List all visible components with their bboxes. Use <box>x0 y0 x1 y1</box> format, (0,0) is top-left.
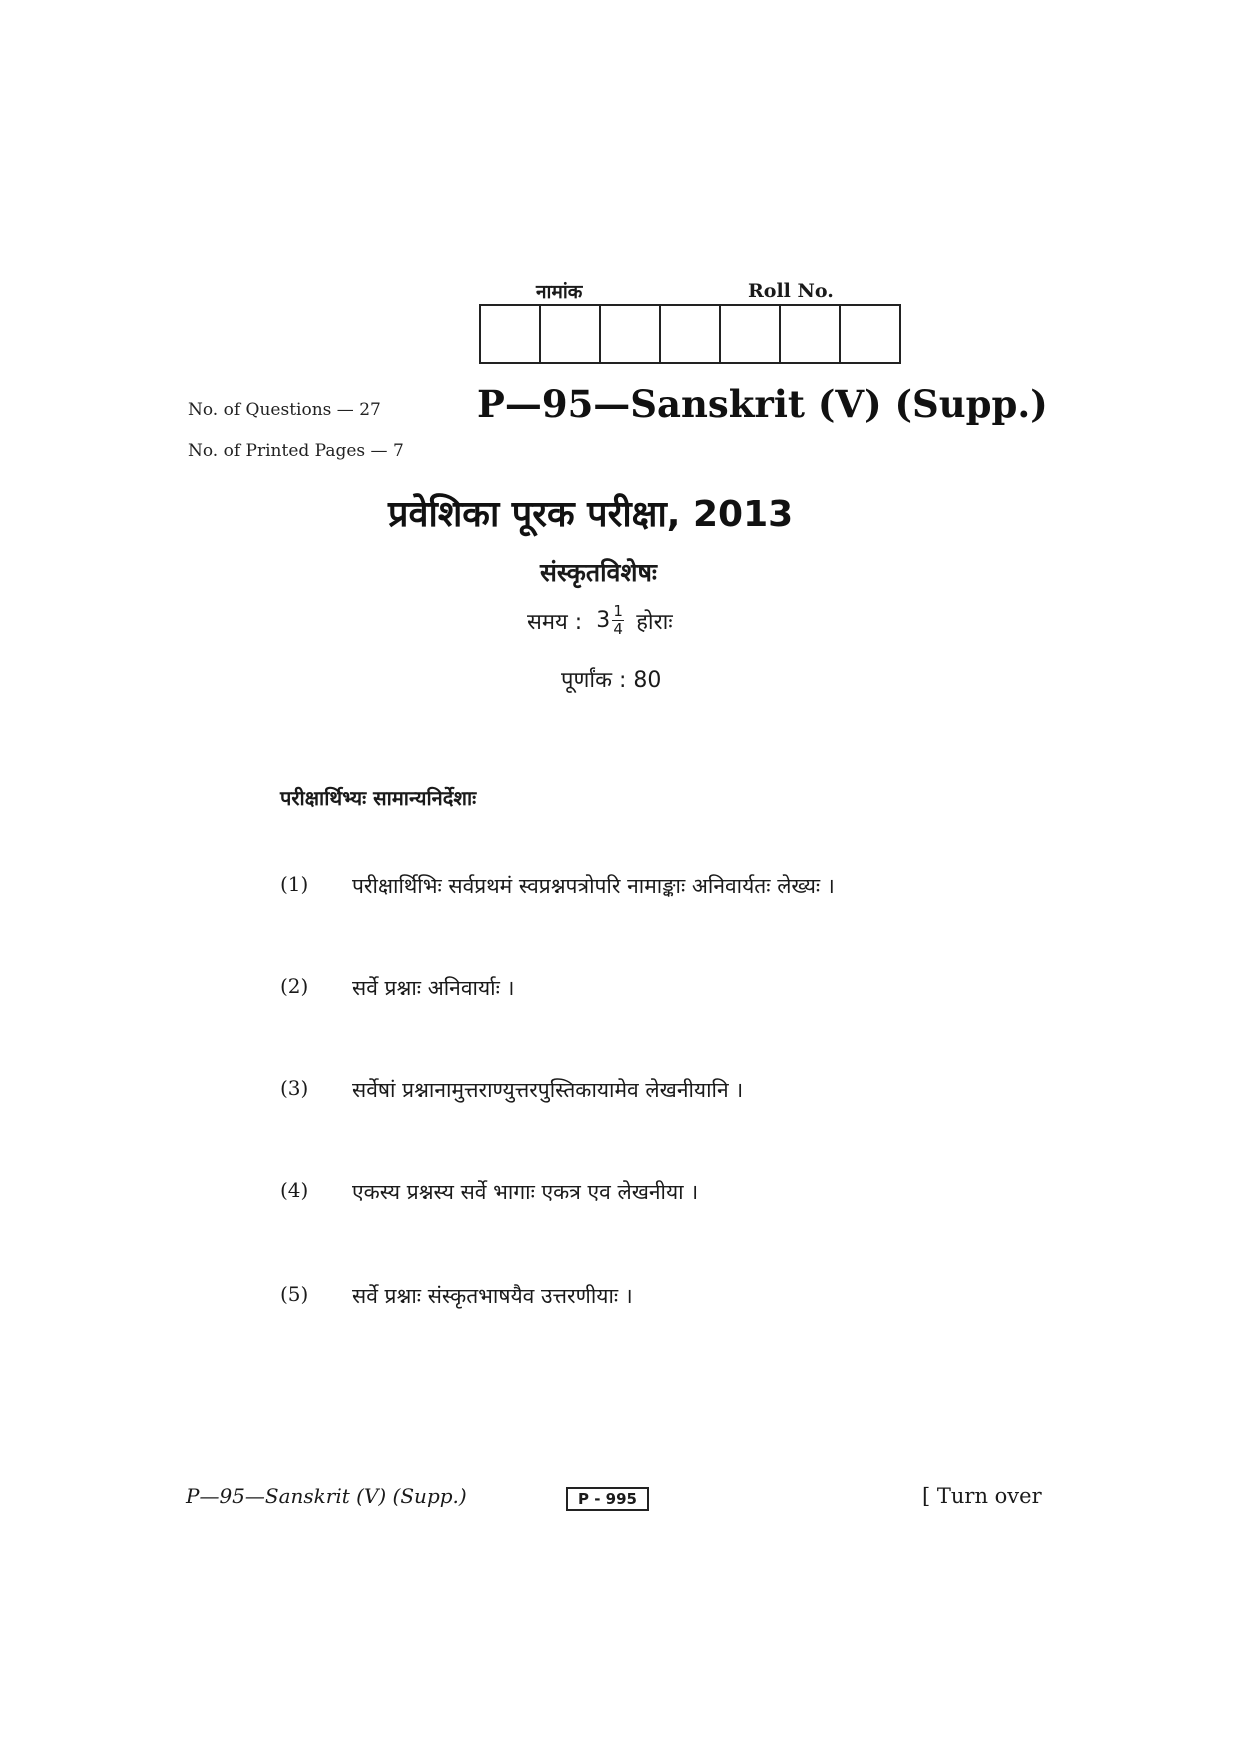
time-whole: 3 <box>596 608 611 633</box>
instruction-text: सर्वे प्रश्नाः अनिवार्याः । <box>352 976 515 1000</box>
page-count: No. of Printed Pages — 7 <box>188 441 404 461</box>
roll-label-english: Roll No. <box>748 280 834 302</box>
instruction-number: (4) <box>280 1178 309 1202</box>
time-unit: होराः <box>636 609 673 635</box>
fraction-denominator: 4 <box>613 620 623 638</box>
footer-code-badge: P - 995 <box>566 1487 649 1511</box>
fraction-numerator: 1 <box>613 602 623 620</box>
instruction-number: (5) <box>280 1282 309 1306</box>
subject-title: संस्कृतविशेषः <box>540 558 657 587</box>
exam-title: प्रवेशिका पूरक परीक्षा, 2013 <box>388 494 794 535</box>
roll-box[interactable] <box>721 306 781 362</box>
roll-box[interactable] <box>541 306 601 362</box>
roll-number-boxes[interactable] <box>479 304 901 364</box>
roll-label-hindi: नामांक <box>536 281 583 303</box>
instruction-text: सर्वेषां प्रश्नानामुत्तराण्युत्तरपुस्तिकायामेव लेखनीयानि । <box>352 1078 744 1102</box>
roll-box[interactable] <box>661 306 721 362</box>
instruction-text: सर्वे प्रश्नाः संस्कृतभाषयैव उत्तरणीयाः । <box>352 1284 633 1308</box>
total-marks: पूर्णांक : 80 <box>561 668 662 693</box>
time-fraction <box>612 604 624 637</box>
roll-box[interactable] <box>601 306 661 362</box>
instruction-item <box>280 1178 698 1206</box>
instructions-heading: परीक्षार्थिभ्यः सामान्यनिर्देशाः <box>280 786 477 810</box>
instruction-number: (2) <box>280 974 309 998</box>
turn-over-label: [ Turn over <box>922 1484 1042 1508</box>
instruction-item <box>280 974 514 1002</box>
instruction-text: एकस्य प्रश्नस्य सर्वे भागाः एकत्र एव लेखनीया । <box>352 1180 699 1204</box>
roll-box[interactable] <box>481 306 541 362</box>
instruction-text: परीक्षार्थिभिः सर्वप्रथमं स्वप्रश्नपत्रोपरि नामाङ्काः अनिवार्यतः लेख्यः । <box>352 874 835 898</box>
question-count: No. of Questions — 27 <box>188 400 381 420</box>
instruction-item <box>280 1076 743 1104</box>
instruction-item <box>280 1282 633 1310</box>
instruction-number: (1) <box>280 872 309 896</box>
time-line <box>527 604 673 637</box>
instruction-number: (3) <box>280 1076 309 1100</box>
roll-box[interactable] <box>841 306 899 362</box>
time-label: समय : <box>527 609 583 635</box>
roll-box[interactable] <box>781 306 841 362</box>
instruction-item <box>280 872 835 900</box>
paper-code-title: P—95—Sanskrit (V) (Supp.) <box>477 382 1048 426</box>
footer-paper-code: P—95—Sanskrit (V) (Supp.) <box>186 1484 467 1508</box>
